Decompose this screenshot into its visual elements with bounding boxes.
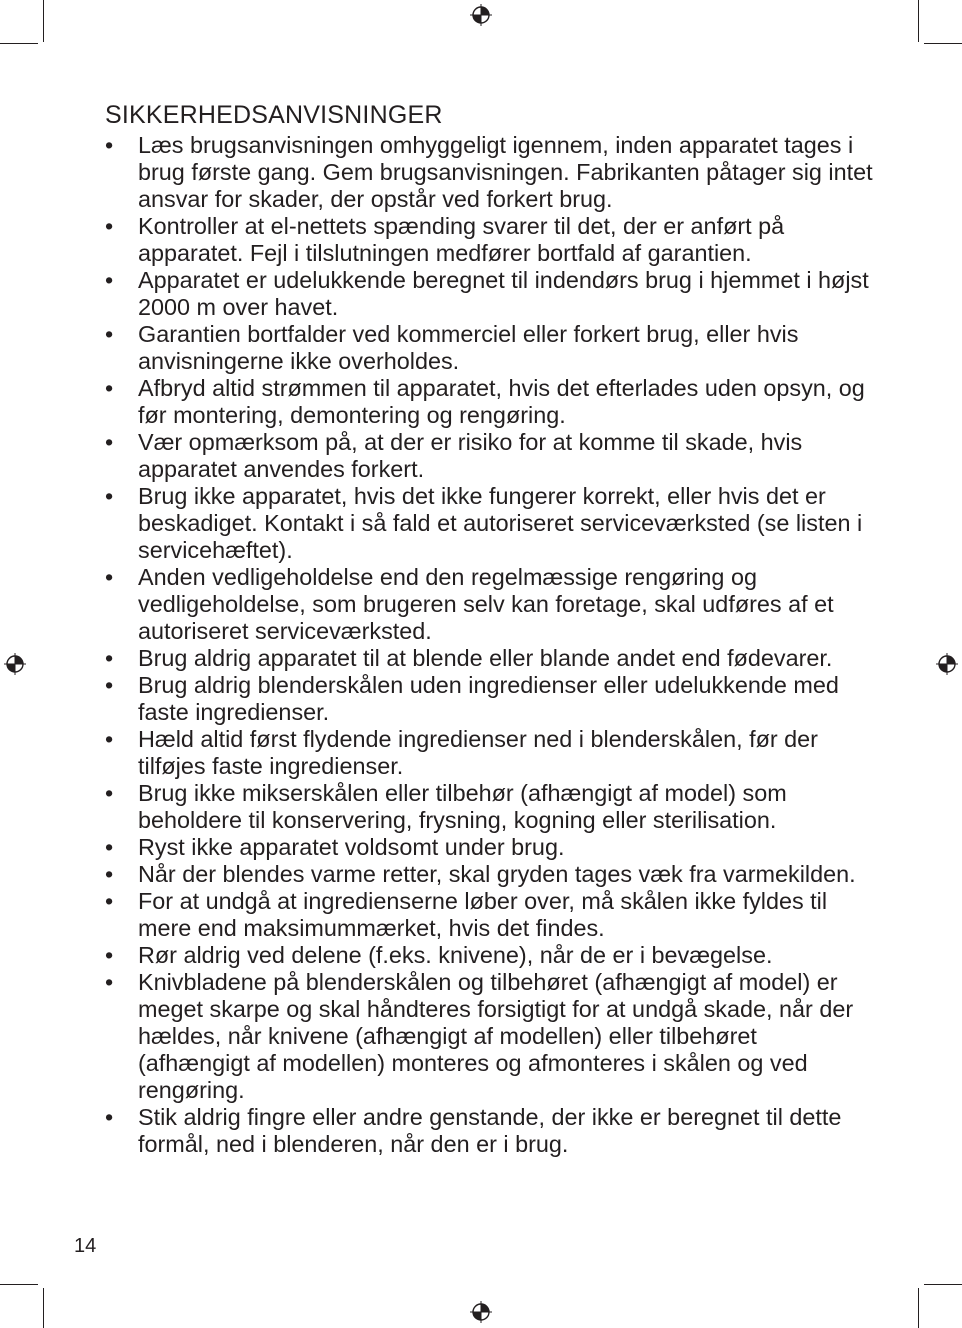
registration-mark-right-icon bbox=[935, 652, 959, 676]
safety-instructions-section bbox=[105, 100, 875, 1158]
bullet-marker: • bbox=[105, 213, 114, 239]
bullet-marker: • bbox=[105, 267, 114, 293]
page-number: 14 bbox=[74, 1235, 97, 1257]
crop-mark-top-left-h bbox=[0, 43, 38, 44]
list-item bbox=[105, 834, 875, 861]
crop-mark-top-right-h bbox=[924, 43, 962, 44]
list-item bbox=[105, 1104, 875, 1158]
safety-instructions-list bbox=[105, 132, 875, 1158]
bullet-marker: • bbox=[105, 888, 114, 914]
bullet-marker: • bbox=[105, 942, 114, 968]
list-item bbox=[105, 726, 875, 780]
registration-mark-top-icon bbox=[469, 3, 493, 27]
list-item-text: Brug aldrig blenderskålen uden ingredienser eller udelukkende med faste ingredienser. bbox=[138, 672, 839, 725]
list-item-text: Apparatet er udelukkende beregnet til indendørs brug i hjemmet i højst 2000 m over havet. bbox=[138, 267, 869, 320]
list-item bbox=[105, 429, 875, 483]
crop-mark-bottom-left-v bbox=[43, 1288, 44, 1328]
list-item-text: For at undgå at ingredienserne løber over, må skålen ikke fyldes til mere end maksimummærket, hvis det findes. bbox=[138, 888, 828, 941]
list-item-text: Læs brugsanvisningen omhyggeligt igennem, inden apparatet tages i brug første gang. Gem brugsanvisningen. Fabrikanten påtager sig intet ansvar for skader, der opstår ved forkert brug. bbox=[138, 132, 873, 212]
section-heading: SIKKERHEDSANVISNINGER bbox=[105, 101, 443, 129]
bullet-marker: • bbox=[105, 726, 114, 752]
list-item bbox=[105, 969, 875, 1104]
list-item bbox=[105, 780, 875, 834]
list-item bbox=[105, 888, 875, 942]
bullet-marker: • bbox=[105, 321, 114, 347]
bullet-marker: • bbox=[105, 375, 114, 401]
bullet-marker: • bbox=[105, 483, 114, 509]
bullet-marker: • bbox=[105, 564, 114, 590]
list-item-text: Knivbladene på blenderskålen og tilbehøret (afhængigt af model) er meget skarpe og skal håndteres forsigtigt for at undgå skade, når der hældes, når knivene (afhængigt af modellen) eller tilbehøret (afhængigt af modellen) monteres og afmonteres i skålen og ved rengøring. bbox=[138, 969, 854, 1103]
list-item bbox=[105, 564, 875, 645]
list-item bbox=[105, 645, 875, 672]
list-item bbox=[105, 483, 875, 564]
list-item-text: Garantien bortfalder ved kommerciel eller forkert brug, eller hvis anvisningerne ikke overholdes. bbox=[138, 321, 799, 374]
bullet-marker: • bbox=[105, 429, 114, 455]
bullet-marker: • bbox=[105, 1104, 114, 1130]
list-item bbox=[105, 861, 875, 888]
bullet-marker: • bbox=[105, 132, 114, 158]
crop-mark-bottom-left-h bbox=[0, 1284, 38, 1285]
list-item-text: Hæld altid først flydende ingredienser ned i blenderskålen, før der tilføjes faste ingredienser. bbox=[138, 726, 818, 779]
list-item-text: Brug ikke mikserskålen eller tilbehør (afhængigt af model) som beholdere til konservering, frysning, kogning eller sterilisation. bbox=[138, 780, 787, 833]
crop-mark-top-right-v bbox=[918, 0, 919, 42]
list-item bbox=[105, 213, 875, 267]
bullet-marker: • bbox=[105, 645, 114, 671]
list-item bbox=[105, 132, 875, 213]
bullet-marker: • bbox=[105, 969, 114, 995]
list-item bbox=[105, 321, 875, 375]
bullet-marker: • bbox=[105, 672, 114, 698]
list-item bbox=[105, 672, 875, 726]
crop-mark-bottom-right-h bbox=[924, 1284, 962, 1285]
list-item-text: Afbryd altid strømmen til apparatet, hvis det efterlades uden opsyn, og før montering, demontering og rengøring. bbox=[138, 375, 865, 428]
bullet-marker: • bbox=[105, 780, 114, 806]
list-item bbox=[105, 942, 875, 969]
bullet-marker: • bbox=[105, 861, 114, 887]
list-item-text: Anden vedligeholdelse end den regelmæssige rengøring og vedligeholdelse, som brugeren selv kan foretage, skal udføres af et autoriseret serviceværksted. bbox=[138, 564, 834, 644]
list-item-text: Rør aldrig ved delene (f.eks. knivene), når de er i bevægelse. bbox=[138, 942, 773, 968]
list-item-text: Når der blendes varme retter, skal gryden tages væk fra varmekilden. bbox=[138, 861, 856, 887]
list-item bbox=[105, 267, 875, 321]
list-item-text: Stik aldrig fingre eller andre genstande, der ikke er beregnet til dette formål, ned i blenderen, når den er i brug. bbox=[138, 1104, 842, 1157]
list-item-text: Brug ikke apparatet, hvis det ikke fungerer korrekt, eller hvis det er beskadiget. Kontakt i så fald et autoriseret serviceværksted (se listen i servicehæftet). bbox=[138, 483, 863, 563]
registration-mark-bottom-icon bbox=[469, 1300, 493, 1324]
registration-mark-left-icon bbox=[3, 652, 27, 676]
list-item bbox=[105, 375, 875, 429]
crop-mark-top-left-v bbox=[43, 0, 44, 42]
list-item-text: Vær opmærksom på, at der er risiko for at komme til skade, hvis apparatet anvendes forkert. bbox=[138, 429, 803, 482]
crop-mark-bottom-right-v bbox=[918, 1288, 919, 1328]
bullet-marker: • bbox=[105, 834, 114, 860]
list-item-text: Ryst ikke apparatet voldsomt under brug. bbox=[138, 834, 565, 860]
list-item-text: Kontroller at el-nettets spænding svarer til det, der er anført på apparatet. Fejl i tilslutningen medfører bortfald af garantien. bbox=[138, 213, 785, 266]
list-item-text: Brug aldrig apparatet til at blende eller blande andet end fødevarer. bbox=[138, 645, 833, 671]
